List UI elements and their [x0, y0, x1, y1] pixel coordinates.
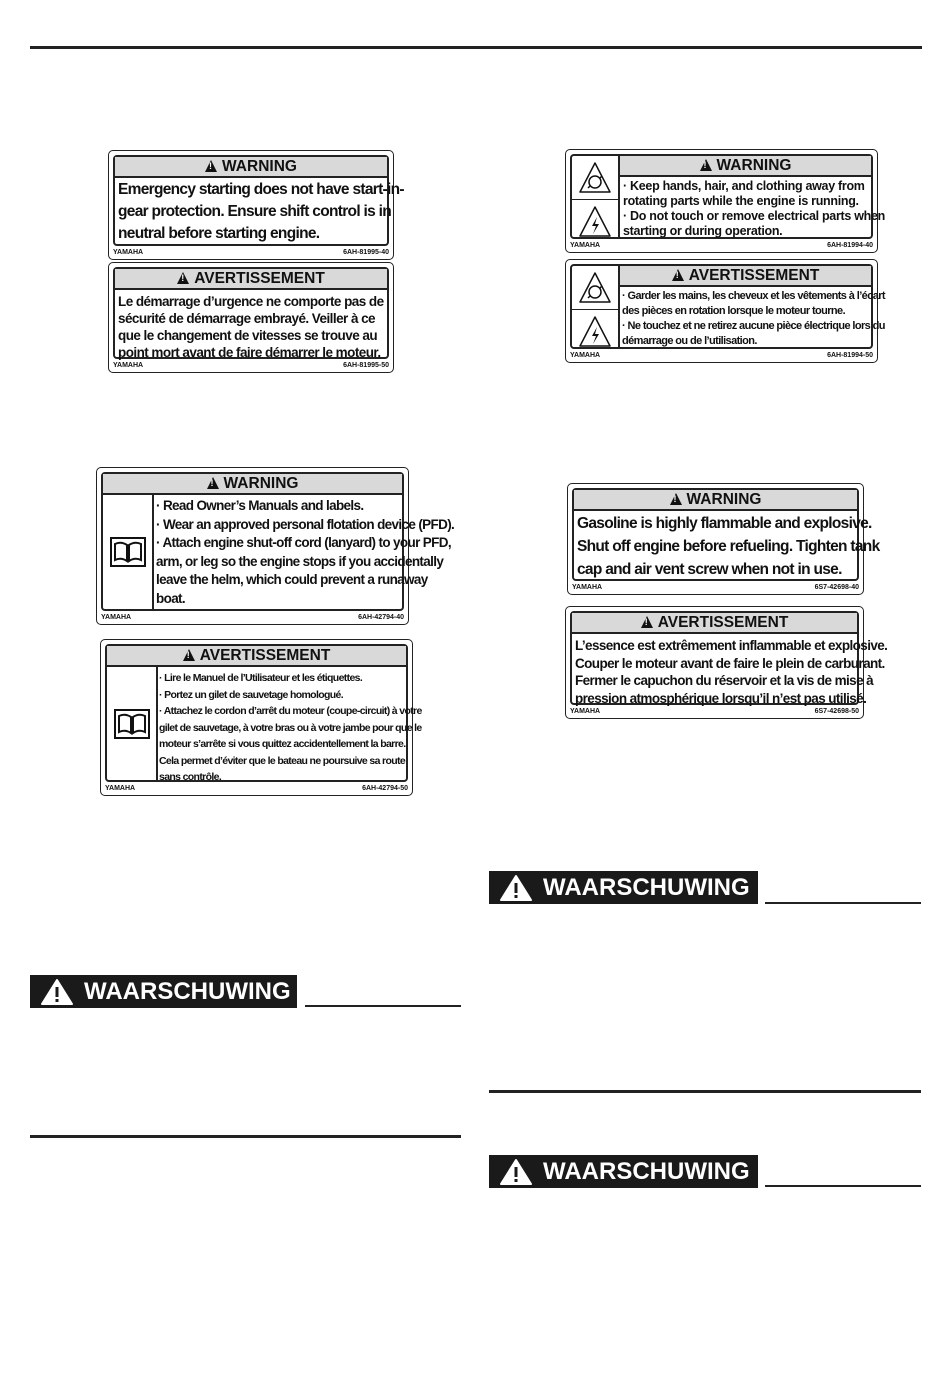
brand-text: YAMAHA — [113, 249, 144, 256]
owners-manual-icon — [110, 537, 146, 567]
rotating-parts-icon — [578, 161, 612, 195]
warning-label-owners-manual — [96, 467, 455, 625]
brand-text: YAMAHA — [570, 242, 601, 249]
label-text: Le démarrage d’urgence ne comporte pas de sécurité de démarrage embrayé. Veiller à ce que le changement de vitesses se trouve au point mort avant de faire démarrer le moteur. — [118, 294, 384, 360]
warning-triangle-icon — [207, 477, 219, 489]
electrical-hazard-icon — [578, 315, 612, 349]
label-text: Emergency starting does not have start-in- gear protection. Ensure shift control is in neutral before starting engine. — [118, 181, 404, 242]
part-code: 6S7-42698-40 — [814, 584, 859, 591]
icon-column — [103, 495, 154, 609]
warning-triangle-icon — [499, 874, 533, 902]
label-text: · Lire le Manuel de l’Utilisateur et les étiquettes. · Portez un gilet de sauvetage homologué. · Attachez le cordon d’arrêt du moteur (coupe-circuit) à votre gilet de sauvetage, à votre bras ou à votre jambe pour que le moteur s’arrête si vous quittez accidentellement la barre. Cela permet d’éviter que le bateau ne poursuive sa route sans contrôle. — [159, 672, 422, 783]
page-top-rule — [30, 46, 922, 49]
label-heading: !AVERTISSEMENT — [572, 613, 857, 634]
banner-underline — [305, 1005, 461, 1007]
rotating-parts-icon — [578, 271, 612, 305]
warning-triangle-icon — [499, 1158, 533, 1186]
warning-triangle-icon — [40, 978, 74, 1006]
avertissement-label-gasoline — [565, 606, 888, 719]
warning-triangle-icon — [670, 493, 682, 505]
label-heading: !WARNING — [574, 490, 857, 511]
warning-triangle-icon — [183, 649, 195, 661]
waarschuwing-banner-right-top: WAARSCHUWING — [489, 871, 758, 904]
warning-label-emergency-start — [108, 150, 404, 260]
label-text: · Read Owner’s Manuals and labels. · Wear an approved personal flotation device (PFD). · Attach engine shut-off cord (lanyard) to your PFD, arm, or leg so the engine stops if you accidentally leave the helm, which could prevent a runaway boat. — [156, 498, 455, 606]
brand-text: YAMAHA — [101, 614, 132, 621]
part-code: 6AH-81994-50 — [827, 352, 873, 359]
brand-text: YAMAHA — [113, 362, 144, 369]
electrical-hazard-icon — [578, 205, 612, 239]
label-heading: !WARNING — [115, 157, 387, 178]
warning-triangle-icon — [672, 269, 684, 281]
warning-label-rotating-parts — [565, 149, 885, 253]
owners-manual-icon — [114, 709, 150, 739]
brand-text: YAMAHA — [105, 785, 136, 792]
icon-column — [107, 667, 158, 780]
label-text: Gasoline is highly flammable and explosive. Shut off engine before refueling. Tighten tank cap and air vent screw when not in use. — [577, 515, 880, 578]
waarschuwing-banner-right-bottom: WAARSCHUWING — [489, 1155, 758, 1188]
part-code: 6AH-42794-40 — [358, 614, 404, 621]
part-code: 6AH-42794-50 — [362, 785, 408, 792]
avertissement-label-emergency-start — [108, 262, 394, 373]
waarschuwing-banner-left: WAARSCHUWING — [30, 975, 297, 1008]
brand-text: YAMAHA — [570, 352, 601, 359]
avertissement-label-owners-manual — [100, 639, 422, 796]
label-heading: !AVERTISSEMENT — [107, 646, 406, 667]
label-heading: !WARNING — [103, 474, 402, 495]
label-text: · Keep hands, hair, and clothing away from rotating parts while the engine is running. · Do not touch or remove electrical parts when starting or during operation. — [623, 179, 885, 238]
section-end-rule — [30, 1135, 461, 1138]
label-heading: !WARNING — [620, 156, 871, 177]
warning-triangle-icon — [205, 160, 217, 172]
brand-text: YAMAHA — [572, 584, 603, 591]
icon-column — [572, 266, 620, 347]
section-end-rule — [489, 1090, 921, 1093]
icon-column — [572, 156, 620, 237]
part-code: 6AH-81995-50 — [343, 362, 389, 369]
warning-triangle-icon — [641, 616, 653, 628]
banner-underline — [765, 1185, 921, 1187]
warning-label-gasoline — [567, 483, 880, 595]
warning-triangle-icon — [177, 272, 189, 284]
part-code: 6AH-81994-40 — [827, 242, 873, 249]
banner-underline — [765, 902, 921, 904]
label-text: · Garder les mains, les cheveux et les vêtements à l’écart des pièces en rotation lorsque le moteur tourne. · Ne touchez et ne retirez aucune pièce électrique lors du démarrage ou de l’utilisation. — [622, 290, 885, 347]
label-heading: !AVERTISSEMENT — [620, 266, 871, 287]
part-code: 6AH-81995-40 — [343, 249, 389, 256]
label-text: L’essence est extrêmement inflammable et explosive. Couper le moteur avant de faire le plein de carburant. Fermer le capuchon du réservoir et la vis de mise à pression atmosphérique lorsqu’il n’est pas utilisé. — [575, 638, 888, 706]
part-code: 6S7-42698-50 — [814, 708, 859, 715]
warning-triangle-icon — [700, 159, 712, 171]
brand-text: YAMAHA — [570, 708, 601, 715]
label-heading: !AVERTISSEMENT — [115, 269, 387, 290]
avertissement-label-rotating-parts — [565, 259, 885, 363]
